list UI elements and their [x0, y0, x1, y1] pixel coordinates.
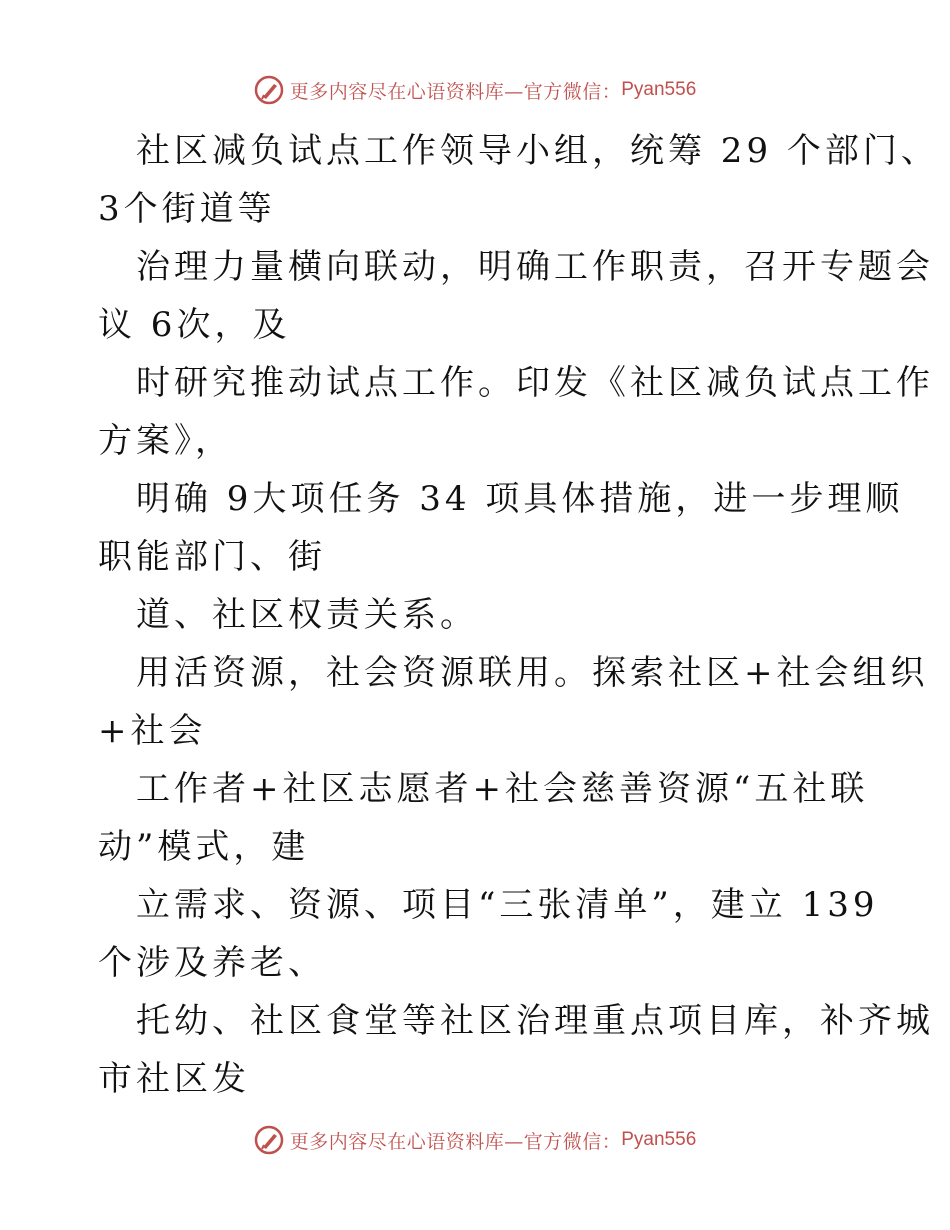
text-line: 动”模式，建: [98, 827, 310, 867]
text-line: 个涉及养老、: [98, 943, 326, 983]
text-line: 明确 9大项任务 34 项具体措施，进一步理顺: [136, 479, 904, 519]
watermark-text: 更多内容尽在心语资料库—官方微信：: [289, 80, 622, 103]
text-line: 议 6次，及: [98, 305, 291, 345]
watermark-handle: Pyan556: [621, 1129, 697, 1150]
text-line: 方案》，: [98, 421, 233, 461]
quill-pen-logo-icon: [254, 1125, 284, 1155]
quill-pen-logo-icon: [254, 75, 284, 105]
text-line: 3个街道等: [98, 189, 276, 229]
text-line: 社区减负试点工作领导小组，统筹 29 个部门、: [136, 131, 939, 171]
text-line: 托幼、社区食堂等社区治理重点项目库，补齐城: [136, 1001, 934, 1041]
text-line: 职能部门、街: [98, 537, 326, 577]
document-body: [98, 122, 939, 1108]
text-line: 治理力量横向联动，明确工作职责，召开专题会: [136, 247, 934, 287]
text-line: 道、社区权责关系。: [136, 595, 478, 635]
watermark-text: 更多内容尽在心语资料库—官方微信：: [289, 1130, 622, 1153]
watermark-handle: Pyan556: [621, 79, 697, 100]
text-line: 工作者+社区志愿者+社会慈善资源“五社联: [136, 769, 869, 809]
text-line: 市社区发: [98, 1059, 250, 1099]
text-line: 用活资源，社会资源联用。探索社区+社会组织: [136, 653, 929, 693]
header-watermark: [0, 70, 950, 110]
text-line: +社会: [98, 711, 207, 751]
text-line: 时研究推动试点工作。印发《社区减负试点工作: [136, 363, 934, 403]
text-line: 立需求、资源、项目“三张清单”，建立 139: [136, 885, 879, 925]
footer-watermark: [0, 1120, 950, 1160]
